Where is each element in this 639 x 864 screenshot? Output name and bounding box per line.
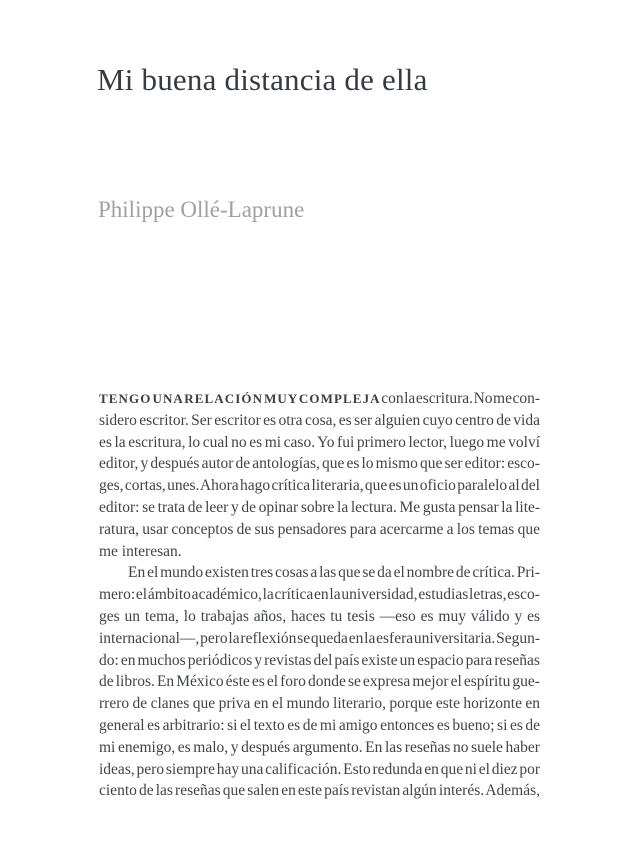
text-line [99,737,540,759]
text-line [99,693,540,715]
text-line [99,628,540,650]
article-body [99,388,540,802]
line-text: con la escritura. No me con- [380,390,541,407]
text-line [99,584,540,606]
author-name: Philippe Ollé-Laprune [98,197,305,222]
text-line [99,606,540,628]
line-text: mi enemigo, es malo, y después argumento. En las reseñas no suele haber [99,738,540,756]
text-line [128,562,540,584]
line-text: editor: se trata de leer y de opinar sobre la lectura. Me gusta pensar la lite- [99,498,541,516]
text-line [99,497,540,519]
text-line [99,432,540,454]
page-title: Mi buena distancia de ella [97,62,428,97]
line-text: ciento de las reseñas que salen en este país revistan algún interés. Además, [99,782,541,800]
line-text: es la escritura, lo cual no es mi caso. Yo fui primero lector, luego me volví [99,433,541,451]
line-text: do: en muchos periódicos y revistas del país existe un espacio para reseñas [99,651,540,669]
text-line [99,541,540,563]
line-text: rrero de clanes que priva en el mundo literario, porque este horizonte en [99,695,541,713]
text-line [99,671,540,693]
text-line [99,650,540,672]
line-text: sidero escritor. Ser escritor es otra cosa, es ser alguien cuyo centro de vida [99,411,540,429]
line-text: mero: el ámbito académico, la crítica en la universidad, estudias letras, esco- [99,586,540,604]
text-line [99,453,540,475]
line-text: de libros. En México éste es el foro donde se expresa mejor el espíritu gue- [99,673,540,691]
text-line [99,715,540,737]
line-text: ideas, pero siempre hay una calificación. Esto redunda en que ni el diez por [99,760,541,778]
line-text: ges un tema, lo trabajas años, haces tu tesis —eso es muy válido y es [99,607,541,625]
text-line [99,388,540,410]
text-line [99,759,540,781]
line-text: me interesan. [99,542,182,560]
text-line [99,475,540,497]
line-text: ratura, usar conceptos de sus pensadores para acercarme a los temas que [99,520,540,538]
text-line [99,780,540,802]
lead-in-caps: TENGO UNA RELACIÓN MUY COMPLEJA [99,391,381,406]
text-line [99,410,540,432]
line-text: internacional—, pero la reflexión se queda en la esfera universitaria. Segun- [99,629,540,647]
line-text: editor, y después autor de antologías, que es lo mismo que ser editor: esco- [99,455,540,473]
line-text: ges, cortas, unes. Ahora hago crítica literaria, que es un oficio paralelo al del [99,477,540,495]
text-line [99,519,540,541]
line-text: general es arbitrario: si el texto es de mi amigo entonces es bueno; si es de [99,716,541,734]
line-text: En el mundo existen tres cosas a las que se da el nombre de crítica. Pri- [128,564,541,582]
